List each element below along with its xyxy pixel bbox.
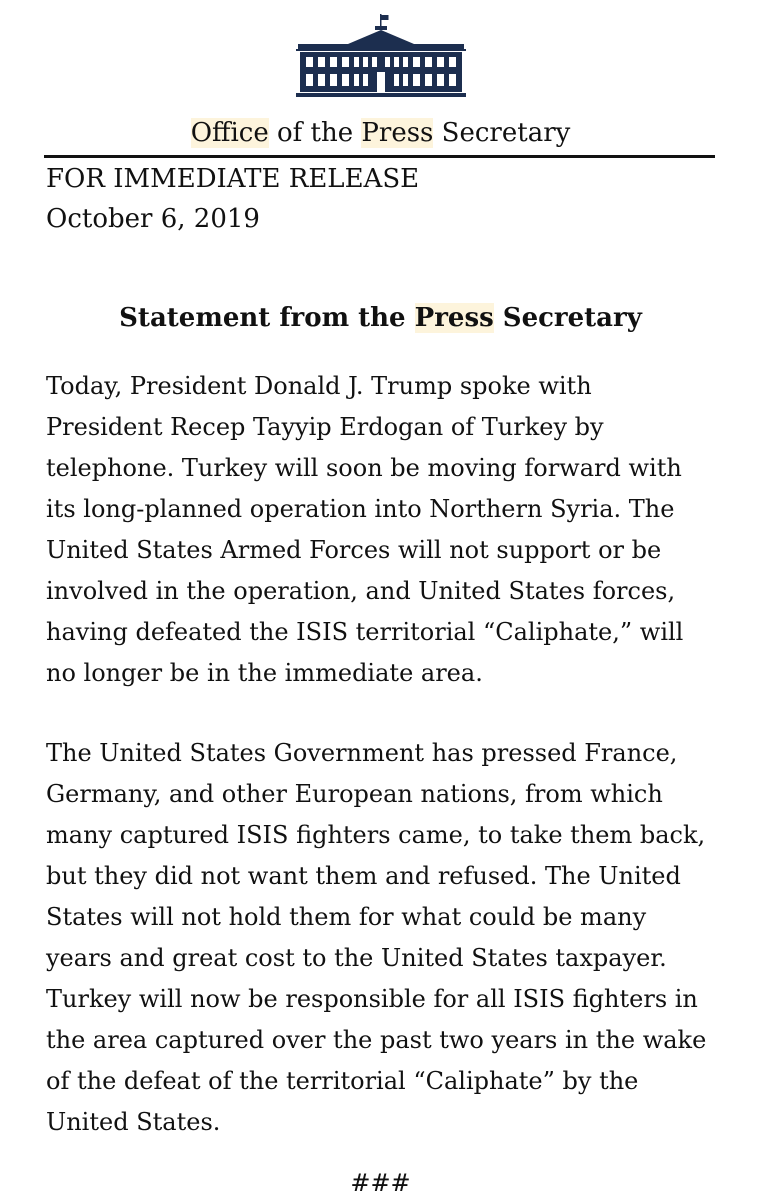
paragraph-line: but they did not want them and refused. The United [46,862,681,890]
office-connector: of the [268,118,362,148]
paragraph-line: its long-planned operation into Northern Syria. The [46,495,675,523]
paragraph-line: United States. [46,1108,221,1136]
statement-title-pre: Statement from the [119,303,415,333]
paragraph-line: Today, President Donald J. Trump spoke with [46,372,592,400]
paragraph-line: of the defeat of the territorial “Caliphate” by the [46,1067,639,1095]
release-date: October 6, 2019 [46,204,260,234]
paragraph-line: involved in the operation, and United States forces, [46,577,676,605]
paragraph-line: Germany, and other European nations, from which [46,780,663,808]
end-mark: ### [350,1169,411,1197]
paragraph-1 [46,366,746,694]
paragraph-line: telephone. Turkey will soon be moving forward with [46,454,682,482]
header-divider [44,155,715,158]
paragraph-line: Turkey will now be responsible for all ISIS fighters in [46,985,698,1013]
paragraph-2 [46,733,746,1143]
white-house-logo [296,14,466,100]
paragraph-line: States will not hold them for what could be many [46,903,647,931]
paragraph-line: having defeated the ISIS territorial “Caliphate,” will [46,618,684,646]
statement-title-post: Secretary [493,303,642,333]
office-secretary-word: Secretary [433,118,571,148]
office-press-word: Press [361,118,434,148]
statement-title [0,298,761,338]
release-label: FOR IMMEDIATE RELEASE [46,164,420,194]
paragraph-line: United States Armed Forces will not support or be [46,536,662,564]
paragraph-line: President Recep Tayyip Erdogan of Turkey by [46,413,604,441]
office-word: Office [190,118,269,148]
office-title [0,113,761,153]
paragraph-line: many captured ISIS fighters came, to take them back, [46,821,706,849]
statement-title-press: Press [414,303,494,333]
paragraph-line: years and great cost to the United States taxpayer. [46,944,667,972]
paragraph-line: the area captured over the past two years in the wake [46,1026,707,1054]
paragraph-line: The United States Government has pressed France, [46,739,678,767]
paragraph-line: no longer be in the immediate area. [46,659,483,687]
